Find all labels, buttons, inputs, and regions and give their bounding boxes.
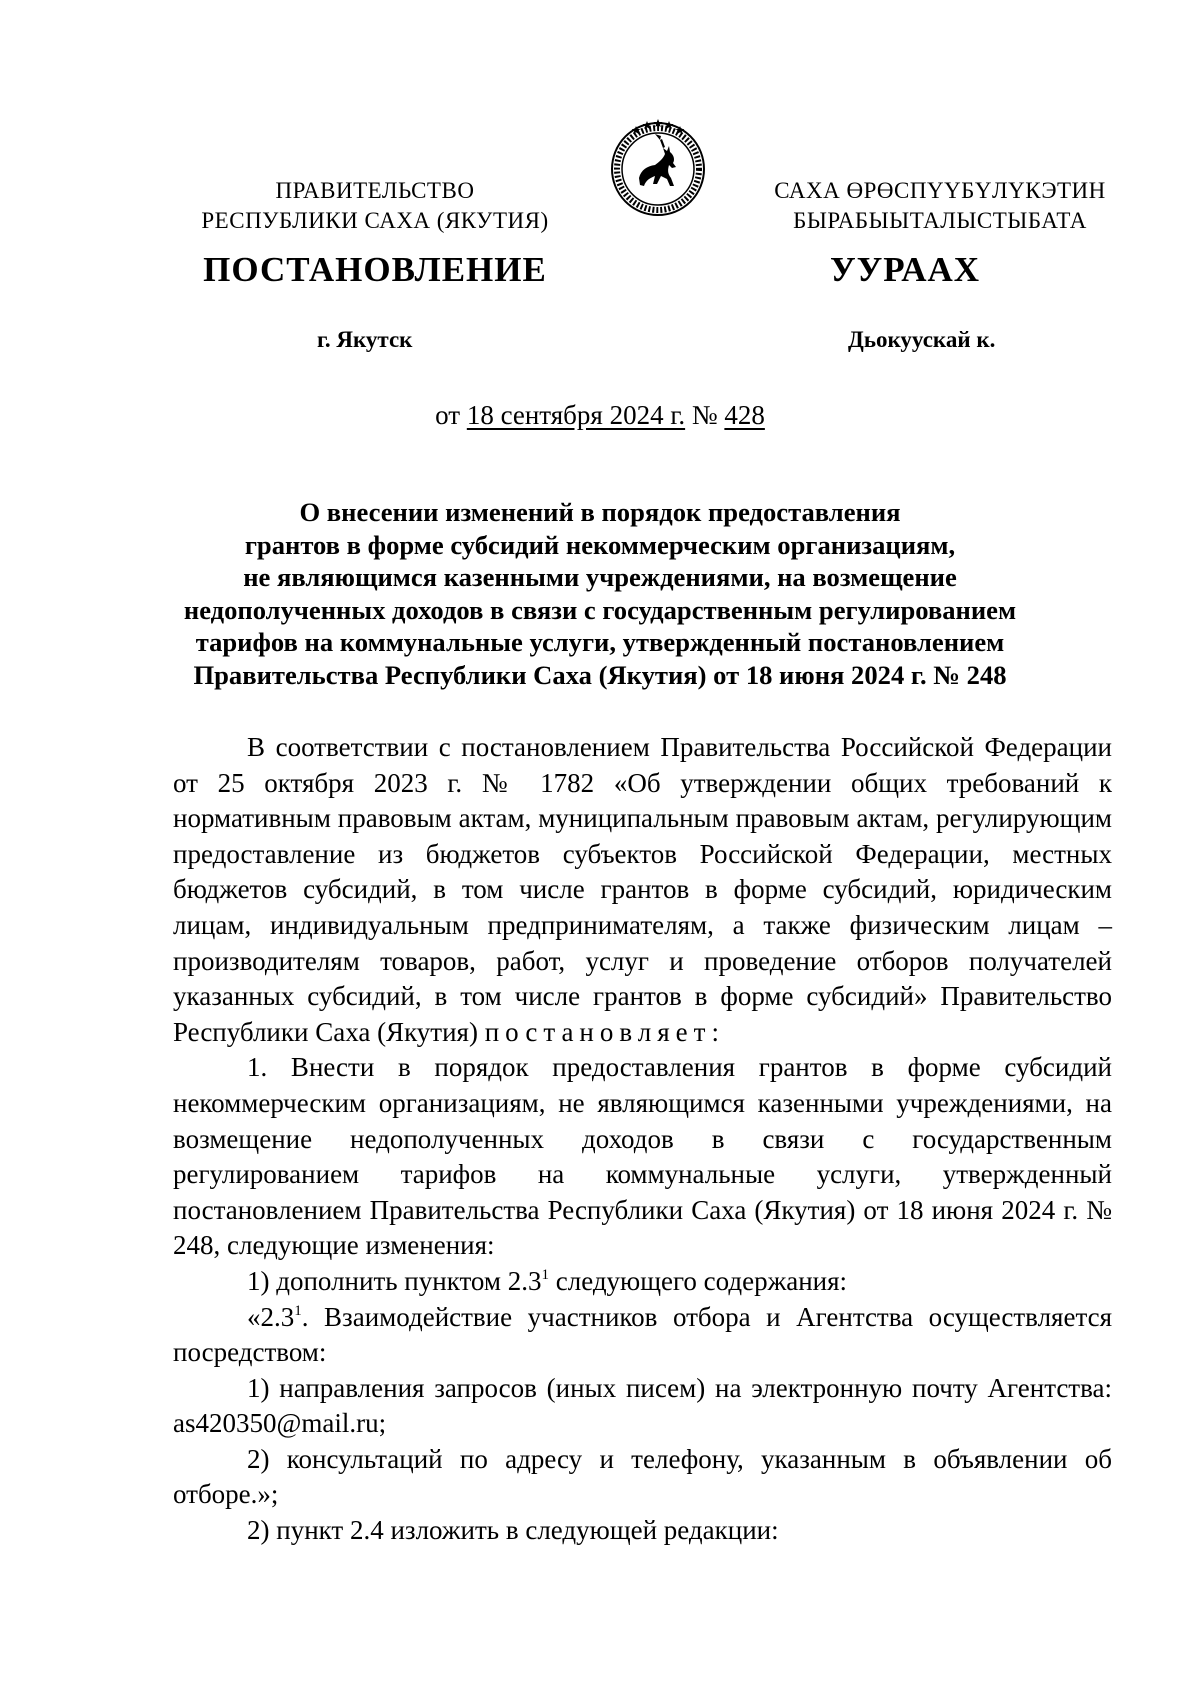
preamble-text: В соответствии с постановлением Правительства Российской Федерации от 25 октября 2023 г. № 1782 «Об утверждении общих требований к нормативным правовым актам, муниципальным правовым актам, регулирующим предоставление из бюджетов субъектов Российской Федерации, местных бюджетов субсидий, в том числе грантов в форме субсидий, юридическим лицам, индивидуальным предпринимателям, а также физическим лицам – производителям товаров, работ, услуг и проведение отборов получателей указанных субсидий, в том числе грантов в форме субсидий» Правительство Республики Саха (Якутия) <box>173 732 1112 1047</box>
city-sakha: Дьокуускай к. <box>848 327 996 352</box>
superscript: 1 <box>541 1266 549 1283</box>
title-line: не являющимся казенными учреждениями, на возмещение <box>243 562 957 592</box>
title-line: тарифов на коммунальные услуги, утвержденный постановлением <box>195 627 1005 657</box>
document-body <box>173 730 1112 1549</box>
paragraph-clause-2-3-1 <box>173 1300 1112 1371</box>
subitem-text: 1) дополнить пунктом 2.3 <box>247 1265 542 1296</box>
title-line: недополученных доходов в связи с государственным регулированием <box>183 594 1017 625</box>
preamble-end: : <box>711 1016 719 1047</box>
paragraph-subitem-2: 2) пункт 2.4 изложить в следующей редакции: <box>247 1515 779 1546</box>
header-government-sakha <box>750 176 1130 236</box>
date-prefix: от <box>435 400 461 430</box>
paragraph-consultation-item: 2) консультаций по адресу и телефону, указанным в объявлении об отборе.»; <box>173 1443 1112 1510</box>
clause-text: . Взаимодействие участников отбора и Агентства осуществляется посредством: <box>173 1301 1112 1368</box>
title-line: О внесении изменений в порядок предоставления <box>299 497 901 527</box>
document-title <box>150 496 1050 691</box>
subitem-text: следующего содержания: <box>548 1265 848 1296</box>
number-sign: № <box>691 400 718 430</box>
clause-text: «2.3 <box>247 1301 295 1332</box>
superscript: 1 <box>294 1302 302 1319</box>
city-ru: г. Якутск <box>317 327 413 352</box>
date-number-line <box>0 400 1200 431</box>
resolves-word: постановляет <box>484 1016 712 1047</box>
header-left-line1: ПРАВИТЕЛЬСТВО <box>275 178 475 203</box>
paragraph-email-item: 1) направления запросов (иных писем) на электронную почту Агентства: as420350@mail.ru; <box>173 1372 1112 1439</box>
sakha-emblem-icon <box>603 112 713 222</box>
preamble-paragraph <box>173 730 1112 1050</box>
doc-type-sakha: УУРААХ <box>829 250 981 289</box>
document-number: 428 <box>724 400 765 430</box>
document-date: 18 сентября 2024 г. <box>466 400 686 430</box>
header-government-ru <box>185 176 565 236</box>
header-right-line2: БЫРАБЫЫТАЛЫСТЫБАТА <box>793 208 1087 233</box>
title-line: Правительства Республики Саха (Якутия) от 18 июня 2024 г. № 248 <box>193 659 1007 690</box>
paragraph-item-1: 1. Внести в порядок предоставления грантов в форме субсидий некоммерческим организациям, не являющимся казенными учреждениями, на возмещение недополученных доходов в связи с государственным регулированием тарифов на коммунальные услуги, утвержденный постановлением Правительства Республики Саха (Якутия) от 18 июня 2024 г. № 248, следующие изменения: <box>173 1052 1112 1261</box>
doc-type-ru: ПОСТАНОВЛЕНИЕ <box>203 250 547 289</box>
header-right-line1: САХА ӨРӨСПҮҮБҮЛҮКЭТИН <box>774 178 1106 203</box>
title-line: грантов в форме субсидий некоммерческим организациям, <box>244 529 956 560</box>
header-left-line2: РЕСПУБЛИКИ САХА (ЯКУТИЯ) <box>201 208 549 233</box>
paragraph-subitem-1 <box>173 1264 1112 1300</box>
